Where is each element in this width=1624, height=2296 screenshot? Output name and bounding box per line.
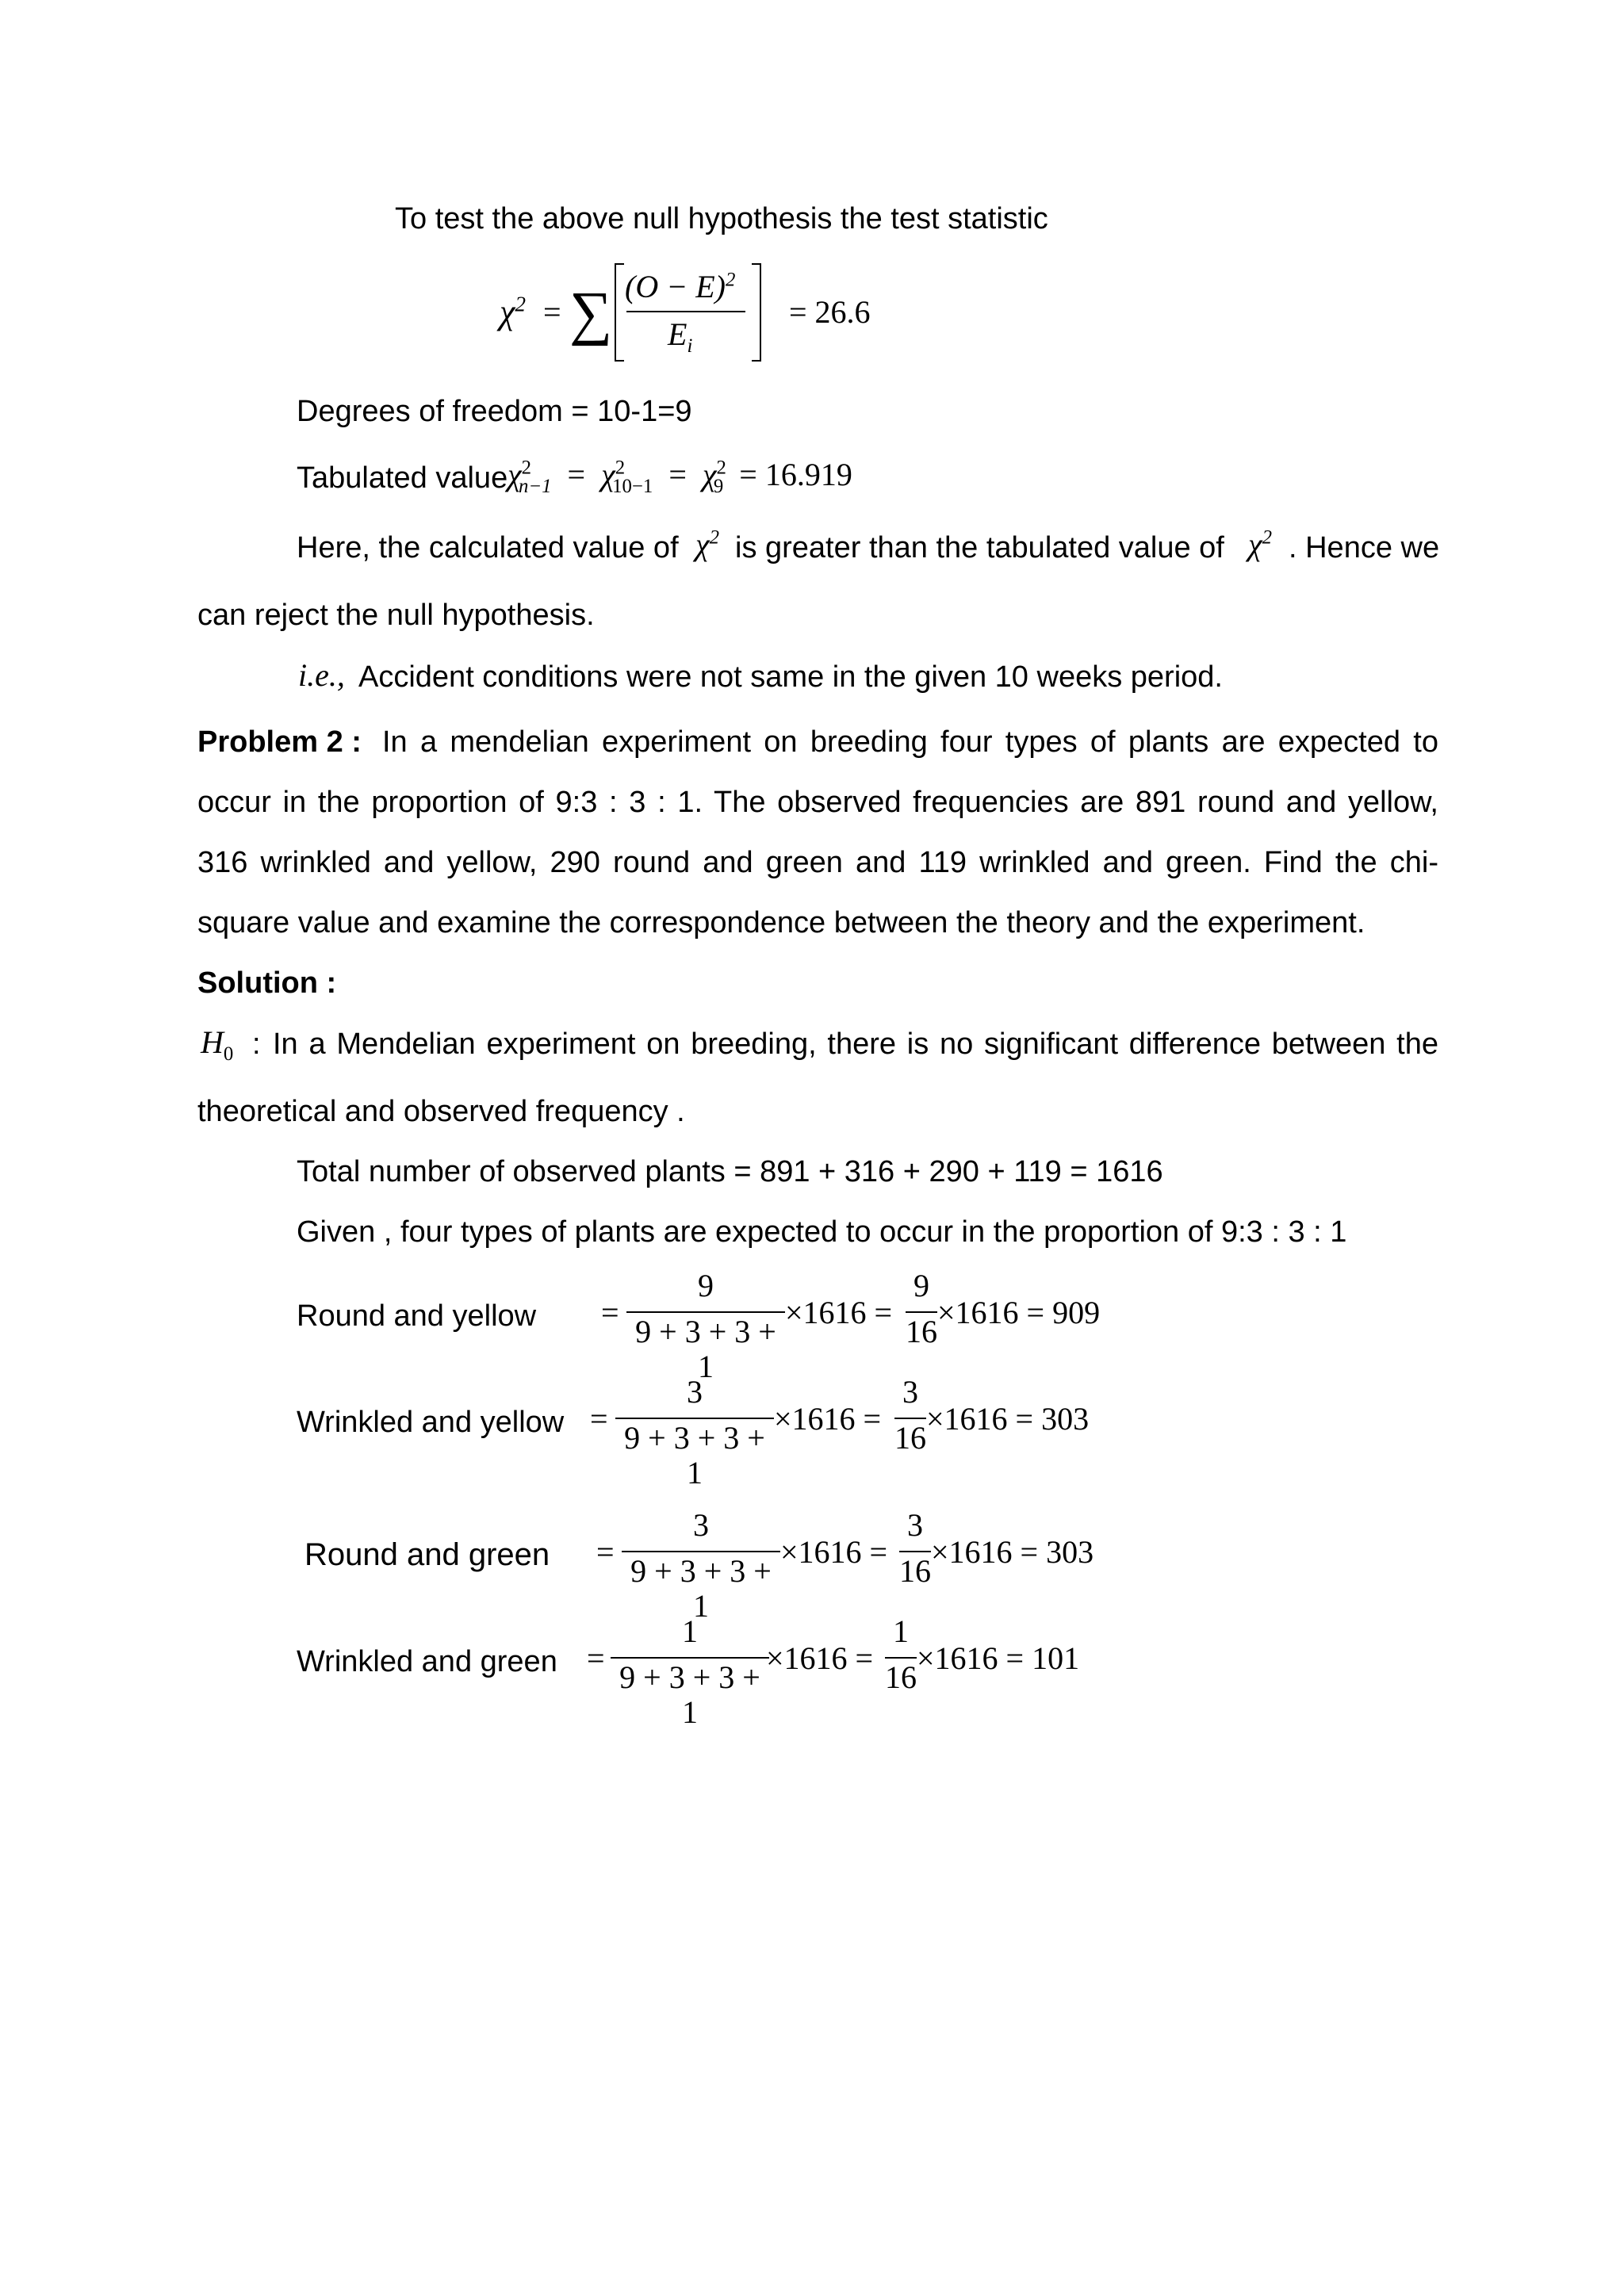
equals-sign: = (596, 1534, 615, 1570)
expected-result: ×1616 = 303 (931, 1534, 1094, 1570)
fraction-denominator: 16 (906, 1314, 937, 1349)
chi-symbol: $\chi^2$ (500, 292, 526, 331)
fraction-denominator: 9 + 3 + 3 + 1 (619, 1659, 760, 1730)
fraction (626, 1268, 785, 1384)
multiply-total: ×1616 = (766, 1640, 874, 1676)
fraction (611, 1613, 769, 1730)
fraction-denominator: 16 (899, 1553, 931, 1589)
fraction-numerator: 3 (907, 1507, 923, 1543)
fraction-denominator: 16 (894, 1420, 926, 1456)
tabulated-label: Tabulated value (297, 461, 508, 495)
conclusion-part2: is greater than the tabulated value of (735, 531, 1224, 564)
h0-symbol: $H_0$ (201, 1024, 234, 1065)
formula-numerator: $(O - E)^2$ (625, 269, 736, 304)
conclusion-part1: Here, the calculated value of (297, 531, 679, 564)
fraction-bar (894, 1418, 926, 1419)
ie-text: Accident conditions were not same in the given 10 weeks period. (358, 660, 1223, 694)
fraction-bar (906, 1311, 937, 1313)
total-observed: Total number of observed plants = 891 + 316 + 290 + 119 = 1616 (297, 1155, 1163, 1188)
chi-symbol: $\chi^2$ (1248, 526, 1273, 562)
fraction-numerator: 3 (693, 1507, 709, 1543)
fraction-bar (615, 1418, 774, 1419)
fraction-numerator: 1 (893, 1613, 909, 1649)
equals-sign: = (590, 1401, 608, 1437)
solution-label: Solution : (197, 966, 337, 1000)
fraction-numerator: 3 (687, 1374, 703, 1410)
problem-2-label: Problem 2 : (197, 725, 362, 759)
sigma-icon: ∑ (569, 280, 613, 346)
fraction-denominator: 9 + 3 + 3 + 1 (630, 1553, 772, 1624)
fraction-numerator: 3 (902, 1374, 918, 1410)
fraction-numerator: 9 (698, 1268, 714, 1303)
h0-colon: : (252, 1027, 261, 1061)
conclusion-line2: can reject the null hypothesis. (197, 599, 595, 632)
equals-sign: = (601, 1295, 619, 1330)
right-bracket-icon (752, 263, 761, 362)
formula-result: = 26.6 (789, 294, 871, 330)
fraction-bar (626, 311, 745, 312)
fraction (894, 1375, 926, 1462)
problem-2-line4: square value and examine the correspondence between the theory and the experiment. (197, 906, 1365, 939)
expected-label: Round and green (304, 1537, 550, 1572)
fraction-bar (611, 1657, 769, 1659)
expected-label: Wrinkled and green (297, 1645, 557, 1678)
fraction-bar (885, 1657, 917, 1659)
expected-result: ×1616 = 909 (937, 1295, 1101, 1330)
fraction-denominator: 9 + 3 + 3 + 1 (635, 1314, 776, 1384)
fraction (622, 1507, 780, 1624)
h0-line1: In a Mendelian experiment on breeding, there is no significant difference between the (273, 1027, 1438, 1061)
fraction-bar (622, 1551, 780, 1552)
fraction (899, 1508, 931, 1595)
given-proportion: Given , four types of plants are expected to occur in the proportion of 9:3 : 3 : 1 (297, 1215, 1347, 1249)
expected-result: ×1616 = 303 (926, 1401, 1090, 1437)
fraction-bar (899, 1551, 931, 1552)
tabulated-expression: $\chi^2_{n-1} = \chi^2_{10-1} = \chi^2_9 = 16.919$ (508, 457, 852, 497)
conclusion-part3: . Hence we (1289, 531, 1440, 564)
expected-label: Wrinkled and yellow (297, 1406, 565, 1439)
problem-2-line1: In a mendelian experiment on breeding four types of plants are expected to (382, 725, 1438, 759)
multiply-total: ×1616 = (785, 1295, 893, 1330)
fraction-denominator: 16 (885, 1659, 917, 1695)
intro-text: To test the above null hypothesis the test statistic (395, 202, 1048, 235)
expected-result: ×1616 = 101 (917, 1640, 1080, 1676)
fraction (615, 1374, 774, 1490)
expected-label: Round and yellow (297, 1299, 537, 1333)
equals-sign: = (543, 294, 561, 330)
chi-symbol: $\chi^2$ (695, 526, 720, 562)
ie-prefix: i.e., (298, 657, 345, 693)
fraction-numerator: 9 (914, 1268, 929, 1303)
problem-2-line2: occur in the proportion of 9:3 : 3 : 1. The observed frequencies are 891 round and yellow, (197, 786, 1438, 819)
multiply-total: ×1616 = (780, 1534, 888, 1570)
multiply-total: ×1616 = (774, 1401, 882, 1437)
fraction-bar (626, 1311, 785, 1313)
left-bracket-icon (615, 263, 624, 362)
formula-denominator: $E_i$ (668, 316, 693, 357)
fraction-denominator: 9 + 3 + 3 + 1 (624, 1420, 765, 1490)
fraction-numerator: 1 (682, 1613, 698, 1649)
fraction (906, 1269, 937, 1356)
problem-2-line3: 316 wrinkled and yellow, 290 round and green and 119 wrinkled and green. Find the chi- (197, 846, 1438, 879)
fraction (885, 1614, 917, 1701)
h0-line2: theoretical and observed frequency . (197, 1095, 685, 1128)
degrees-of-freedom: Degrees of freedom = 10-1=9 (297, 395, 692, 428)
equals-sign: = (587, 1640, 605, 1676)
